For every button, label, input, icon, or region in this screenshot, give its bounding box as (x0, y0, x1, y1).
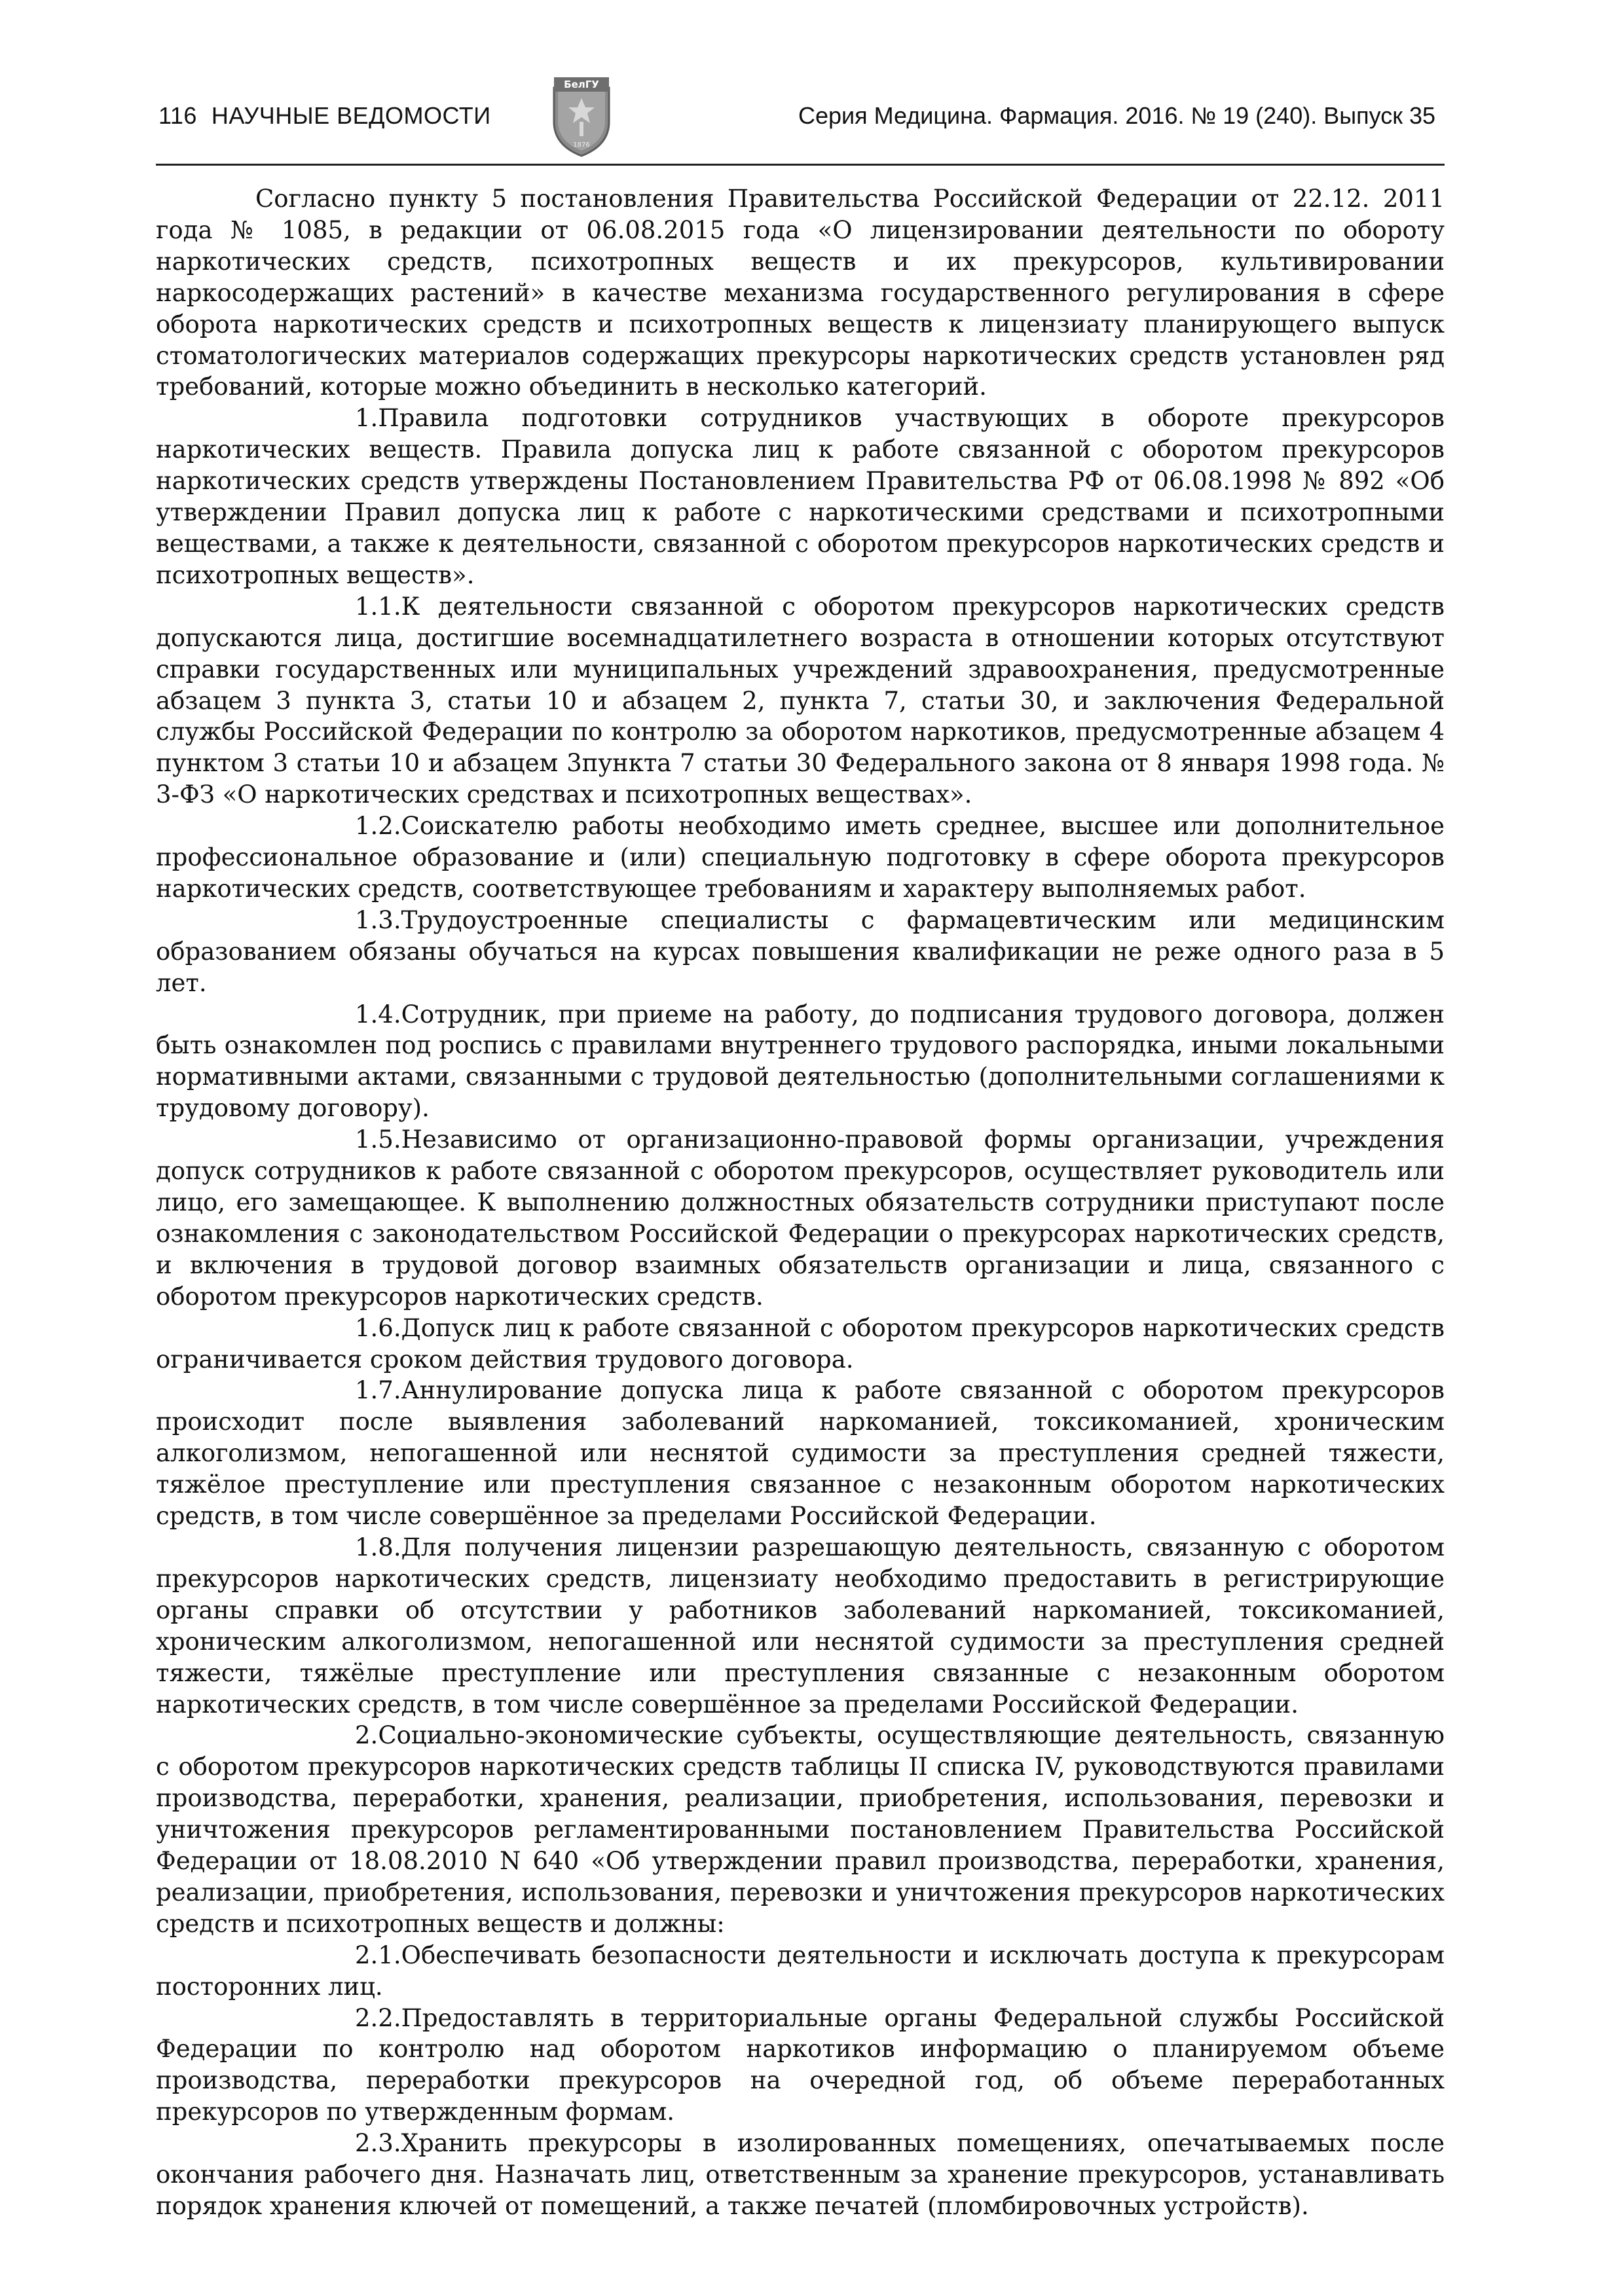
page-header (156, 72, 1445, 166)
running-head-left (158, 102, 491, 130)
paragraph-2-1: 2.1.Обеспечивать безопасности деятельности и исключать доступа к прекурсорам посторонних лиц. (156, 1941, 1445, 2001)
page-number: 116 (158, 102, 197, 129)
journal-title: НАУЧНЫЕ ВЕДОМОСТИ (211, 102, 491, 129)
paragraph-intro: Согласно пункту 5 постановления Правительства Российской Федерации от 22.12. 2011 года № 1085, в редакции от 06.08.2015 года «О лицензировании деятельности по обороту наркотических средств, психотропных веществ и их прекурсоров, культивировании наркосодержащих растений» в качестве механизма государственного регулирования в сфере оборота наркотических средств и психотропных веществ к лицензиату планирующего выпуск стоматологических материалов содержащих прекурсоры наркотических средств установлен ряд требований, которые можно объединить в несколько категорий. (156, 185, 1445, 401)
article-body (156, 183, 1445, 2222)
crest-lettering: БелГУ (564, 79, 599, 90)
paragraph-1-8: 1.8.Для получения лицензии разрешающую деятельность, связанную с оборотом прекурсоров наркотических средств, лицензиату необходимо предоставить в регистрирующие органы справки об отсутствии у работников заболеваний наркоманией, токсикоманией, хроническим алкоголизмом, непогашенной или неснятой судимости за преступления средней тяжести, тяжёлые преступление или преступления связанные с незаконным оборотом наркотических средств, в том числе совершённое за пределами Российской Федерации. (156, 1533, 1445, 1719)
paragraph-1: 1.Правила подготовки сотрудников участвующих в обороте прекурсоров наркотических веществ. Правила допуска лиц к работе связанной с оборотом прекурсоров наркотических средств утверждены Постановлением Правительства РФ от 06.08.1998 № 892 «Об утверждении Правил допуска лиц к работе с наркотическими средствами и психотропными веществами, а также к деятельности, связанной с оборотом прекурсоров наркотических средств и психотропных веществ». (156, 404, 1445, 589)
paragraph-1-4: 1.4.Сотрудник, при приеме на работу, до подписания трудового договора, должен быть ознакомлен под роспись с правилами внутреннего трудового распорядка, иными локальными нормативными актами, связанными с трудовой деятельностью (дополнительными соглашениями к трудовому договору). (156, 1000, 1445, 1123)
crest-year: 1876 (573, 141, 590, 149)
paragraph-1-2: 1.2.Соискателю работы необходимо иметь среднее, высшее или дополнительное профессиональное образование и (или) специальную подготовку в сфере оборота прекурсоров наркотических средств, соответствующее требованиям и характеру выполняемых работ. (156, 812, 1445, 903)
paragraph-1-1: 1.1.К деятельности связанной с оборотом прекурсоров наркотических средств допускаются лица, достигшие восемнадцатилетнего возраста в отношении которых отсутствуют справки государственных или муниципальных учреждений здравоохранения, предусмотренные абзацем 3 пункта 3, статьи 10 и абзацем 2, пункта 7, статьи 30, и заключения Федеральной службы Российской Федерации по контролю за оборотом наркотиков, предусмотренные абзацем 4 пунктом 3 статьи 10 и абзацем 3пункта 7 статьи 30 Федерального закона от 8 января 1998 года. № 3-ФЗ «О наркотических средствах и психотропных веществах». (156, 592, 1445, 809)
paragraph-1-5: 1.5.Независимо от организационно-правовой формы организации, учреждения допуск сотрудников к работе связанной с оборотом прекурсоров, осуществляет руководитель или лицо, его замещающее. К выполнению должностных обязательств сотрудники приступают после ознакомления с законодательством Российской Федерации о прекурсорах наркотических средств, и включения в трудовой договор взаимных обязательств организации и лица, связанного с оборотом прекурсоров наркотических средств. (156, 1125, 1445, 1311)
paragraph-2: 2.Социально-экономические субъекты, осуществляющие деятельность, связанную с оборотом прекурсоров наркотических средств таблицы II списка IV, руководствуются правилами производства, переработки, хранения, реализации, приобретения, использования, перевозки и уничтожения прекурсоров регламентированными постановлением Правительства Российской Федерации от 18.08.2010 N 640 «Об утверждении правил производства, переработки, хранения, реализации, приобретения, использования, перевозки и уничтожения прекурсоров наркотических средств и психотропных веществ и должны: (156, 1721, 1445, 1938)
university-crest-icon (549, 76, 614, 157)
series-info: Серия Медицина. Фармация. 2016. № 19 (240). Выпуск 35 (798, 102, 1435, 129)
paragraph-1-3: 1.3.Трудоустроенные специалисты с фармацевтическим или медицинским образованием обязаны обучаться на курсах повышения квалификации не реже одного раза в 5 лет. (156, 905, 1445, 997)
paragraph-2-2: 2.2.Предоставлять в территориальные органы Федеральной службы Российской Федерации по контролю над оборотом наркотиков информацию о планируемом объеме производства, переработки прекурсоров на очередной год, об объеме переработанных прекурсоров по утвержденным формам. (156, 2003, 1445, 2126)
paragraph-1-6: 1.6.Допуск лиц к работе связанной с оборотом прекурсоров наркотических средств ограничивается сроком действия трудового договора. (156, 1313, 1445, 1374)
paragraph-2-3: 2.3.Хранить прекурсоры в изолированных помещениях, опечатываемых после окончания рабочего дня. Назначать лиц, ответственным за хранение прекурсоров, устанавливать порядок хранения ключей от помещений, а также печатей (пломбировочных устройств). (156, 2129, 1445, 2220)
paragraph-1-7: 1.7.Аннулирование допуска лица к работе связанной с оборотом прекурсоров происходит после выявления заболеваний наркоманией, токсикоманией, хроническим алкоголизмом, непогашенной или неснятой судимости за преступления средней тяжести, тяжёлое преступление или преступления связанное с незаконным оборотом наркотических средств, в том числе совершённое за пределами Российской Федерации. (156, 1376, 1445, 1531)
